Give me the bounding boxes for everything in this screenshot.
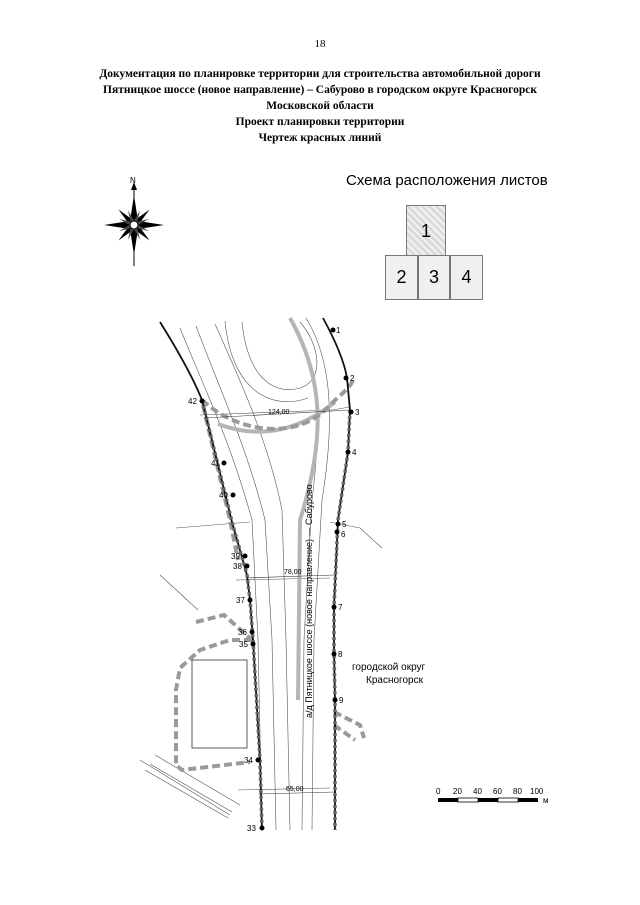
point-label: 39 (231, 552, 240, 561)
point-marker (332, 652, 337, 657)
point-label: 40 (219, 491, 228, 500)
point-label: 37 (236, 596, 245, 605)
scale-segment (518, 798, 538, 802)
sheet-label: 3 (428, 267, 439, 287)
point-marker (251, 642, 256, 647)
dimension-label: 78,00 (284, 569, 302, 576)
point-marker (250, 630, 255, 635)
context-lines (140, 318, 382, 830)
point-marker (344, 376, 349, 381)
road-band (218, 318, 335, 700)
point-marker (231, 493, 236, 498)
point-label: 36 (238, 628, 247, 637)
district-label: Красногорск (366, 675, 423, 686)
road-label: а/д Пятницкое шоссе (новое направление) — Сабурово (304, 484, 314, 718)
scale-segment (498, 798, 518, 802)
title-line: Чертеж красных линий (258, 132, 382, 144)
dimension-label: 124,00 (268, 409, 290, 416)
point-label: 8 (338, 650, 343, 659)
district-label: городской округ (352, 662, 426, 673)
scale-tick: 80 (513, 787, 522, 796)
point-label: 5 (342, 520, 347, 529)
point-label: 33 (247, 824, 256, 833)
point-label: 34 (244, 756, 253, 765)
sheet-label: 1 (420, 220, 431, 241)
point-marker (256, 758, 261, 763)
scale-segment (478, 798, 498, 802)
title-line: Московской области (266, 100, 374, 112)
point-label: 41 (211, 459, 220, 468)
point-label: 35 (239, 640, 248, 649)
sheet-scheme-title: Схема расположения листов (346, 172, 548, 189)
point-marker (332, 605, 337, 610)
point-marker (248, 598, 253, 603)
point-label: 42 (188, 397, 197, 406)
page-number: 18 (314, 38, 326, 50)
point-label: 6 (341, 530, 346, 539)
point-marker (346, 450, 351, 455)
point-label: 2 (350, 374, 355, 383)
sheet-label: 4 (461, 267, 472, 287)
point-label: 3 (355, 408, 360, 417)
scale-tick: 20 (453, 787, 462, 796)
sheet-label: 2 (396, 267, 407, 287)
scale-tick: 40 (473, 787, 482, 796)
title-line: Пятницкое шоссе (новое направление) – Сабурово в городском округе Красногорск (103, 84, 537, 96)
scale-tick: 60 (493, 787, 502, 796)
scale-unit: м (543, 796, 549, 805)
point-marker (245, 564, 250, 569)
point-marker (336, 522, 341, 527)
dimension-lines (205, 410, 350, 794)
point-label: 1 (336, 326, 341, 335)
title-line: Документация по планировке территории для строительства автомобильной дороги (99, 68, 541, 80)
point-marker (331, 328, 336, 333)
scale-segment (438, 798, 458, 802)
point-label: 38 (233, 562, 242, 571)
title-line: Проект планировки территории (235, 116, 405, 128)
point-marker (222, 461, 227, 466)
scale-tick: 100 (530, 787, 544, 796)
scale-segment (458, 798, 478, 802)
point-marker (335, 530, 340, 535)
compass-rose-icon (104, 176, 164, 266)
dimension-label: 65,00 (286, 786, 304, 793)
point-marker (260, 826, 265, 831)
building-outline (192, 660, 247, 748)
point-marker (243, 554, 248, 559)
point-label: 4 (352, 448, 357, 457)
point-label: 9 (339, 696, 344, 705)
point-marker (200, 399, 205, 404)
point-label: 7 (338, 603, 343, 612)
railway-strip (145, 764, 232, 818)
north-label: N (130, 176, 136, 185)
scale-tick: 0 (436, 787, 441, 796)
scale-bar (438, 798, 538, 802)
point-marker (333, 698, 338, 703)
